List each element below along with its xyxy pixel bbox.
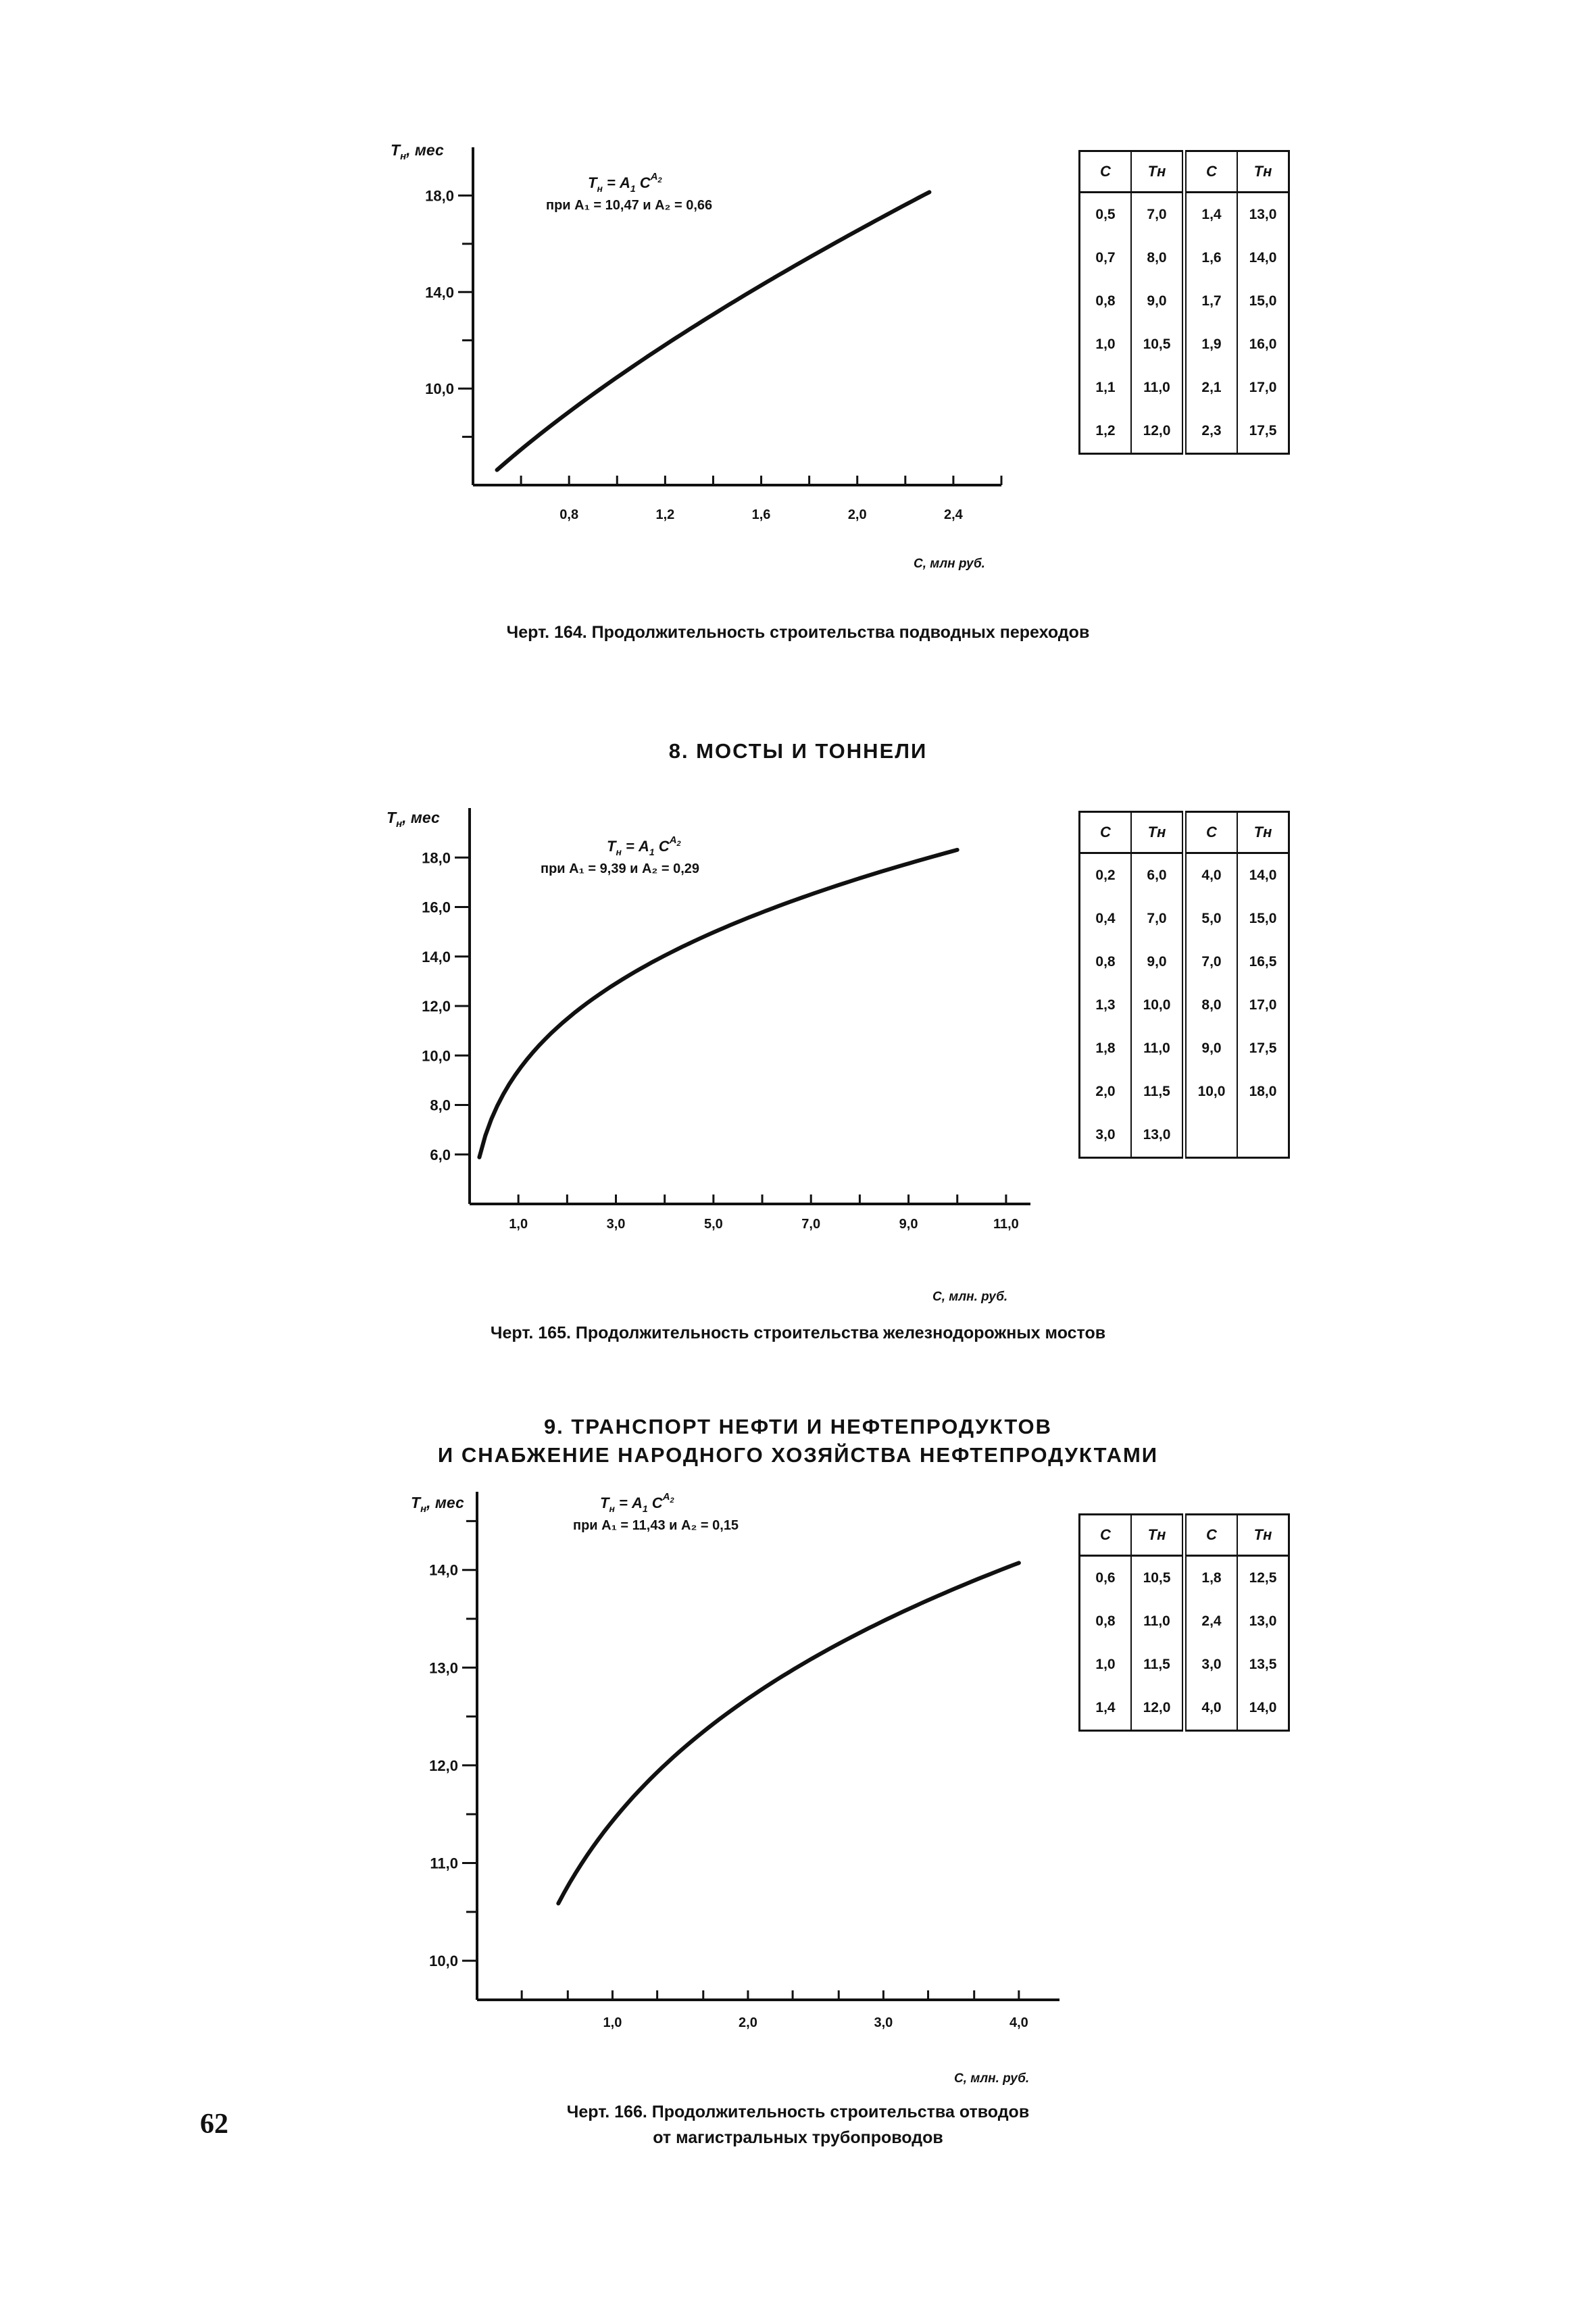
y-tick-label: 18,0 — [422, 849, 451, 867]
formula-params: при A₁ = 11,43 и A₂ = 0,15 — [573, 1518, 739, 1533]
table-cell: 14,0 — [1237, 853, 1289, 898]
table-cell: 17,0 — [1237, 366, 1289, 409]
table-cell: 1,0 — [1095, 1657, 1116, 1672]
col-header: С — [1080, 151, 1132, 193]
table-cell: 11,0 — [1131, 1600, 1184, 1643]
table-cell: 7,0 — [1131, 193, 1184, 237]
table-cell: 13,0 — [1237, 1600, 1289, 1643]
x-tick-label: 3,0 — [606, 1217, 626, 1232]
table-cell: 11,5 — [1131, 1070, 1184, 1113]
table-cell: 18,0 — [1237, 1070, 1289, 1113]
table-cell: 1,8 — [1095, 1040, 1116, 1056]
table-cell: 1,4 — [1095, 1700, 1116, 1715]
x-tick-label: 5,0 — [703, 1217, 723, 1232]
y-tick-label: 11,0 — [430, 1855, 458, 1872]
y-tick-label: 14,0 — [425, 284, 454, 301]
col-header: Тн — [1237, 1515, 1289, 1556]
table-cell: 10,5 — [1131, 323, 1184, 366]
formula: $Т_н = A_1$ $С^A2$ — [607, 834, 681, 857]
col-header: С — [1080, 812, 1132, 853]
table-row — [1080, 1556, 1289, 1601]
y-tick-label: 16,0 — [422, 899, 451, 916]
y-axis-label: $Т_н$, мес — [391, 141, 444, 162]
section-heading-bridges: 8. МОСТЫ И ТОННЕЛИ — [668, 739, 928, 763]
page-number: 62 — [200, 2109, 228, 2140]
col-header: С — [1184, 1515, 1238, 1556]
table-cell: 0,5 — [1095, 207, 1116, 222]
table-cell: 3,0 — [1095, 1127, 1116, 1142]
table-cell: 13,5 — [1237, 1643, 1289, 1686]
y-tick-label: 6,0 — [430, 1146, 451, 1163]
table-cell: 1,4 — [1184, 193, 1238, 237]
y-tick-label: 12,0 — [429, 1757, 458, 1774]
col-header: Тн — [1131, 151, 1184, 193]
table-row — [1080, 1643, 1289, 1686]
table-row — [1080, 1600, 1289, 1643]
x-axis-label: С, млн руб. — [914, 557, 985, 571]
table-cell: 16,0 — [1237, 323, 1289, 366]
table-row — [1080, 1686, 1289, 1731]
table-cell: 5,0 — [1184, 897, 1238, 940]
y-axis-label: $Т_н$, мес — [386, 809, 440, 830]
table-cell: 1,7 — [1184, 280, 1238, 323]
formula-params: при A₁ = 10,47 и A₂ = 0,66 — [546, 198, 713, 213]
y-tick-label: 14,0 — [422, 948, 451, 965]
x-tick-label: 1,2 — [655, 507, 675, 522]
x-tick-label: 1,0 — [603, 2015, 622, 2030]
table-cell: 11,0 — [1131, 1027, 1184, 1070]
x-tick-label: 2,4 — [944, 507, 963, 522]
x-tick-label: 11,0 — [993, 1217, 1019, 1232]
x-tick-label: 7,0 — [801, 1217, 821, 1232]
col-header: Тн — [1237, 151, 1289, 193]
y-tick-label: 10,0 — [429, 1953, 458, 1970]
y-axis-label: $Т_н$, мес — [411, 1494, 464, 1515]
table-cell: 0,2 — [1095, 867, 1116, 883]
x-tick-label: 0,8 — [559, 507, 579, 522]
y-tick-label: 10,0 — [425, 380, 454, 398]
table-cell: 10,0 — [1184, 1070, 1238, 1113]
table-cell: 3,0 — [1184, 1643, 1238, 1686]
table-cell: 12,0 — [1131, 1686, 1184, 1731]
caption-165: Черт. 165. Продолжительность строительства железнодорожных мостов — [490, 1324, 1106, 1342]
y-tick-label: 10,0 — [422, 1047, 451, 1065]
table-cell: 17,0 — [1237, 984, 1289, 1027]
table-cell: 0,8 — [1095, 1613, 1116, 1629]
table-cell: 15,0 — [1237, 280, 1289, 323]
x-tick-label: 9,0 — [899, 1217, 918, 1232]
table-cell: 1,9 — [1184, 323, 1238, 366]
table-166 — [1078, 1513, 1290, 1732]
table-cell: 8,0 — [1131, 236, 1184, 280]
series-line — [558, 1563, 1019, 1903]
x-axis-label: С, млн. руб. — [954, 2071, 1030, 2086]
y-tick-label: 14,0 — [429, 1561, 458, 1579]
table-cell: 0,8 — [1095, 293, 1116, 309]
table-cell: 14,0 — [1237, 236, 1289, 280]
table-cell: 2,1 — [1184, 366, 1238, 409]
x-tick-label: 2,0 — [739, 2015, 757, 2030]
caption-166-line-1: Черт. 166. Продолжительность строительства отводов — [566, 2103, 1030, 2121]
table-cell: 1,8 — [1184, 1556, 1238, 1601]
table-cell: 11,0 — [1131, 366, 1184, 409]
table-cell: 14,0 — [1237, 1686, 1289, 1731]
table-cell: 13,0 — [1131, 1113, 1184, 1158]
table-cell: 9,0 — [1131, 940, 1184, 984]
section-heading-oil-1: 9. ТРАНСПОРТ НЕФТИ И НЕФТЕПРОДУКТОВ — [543, 1415, 1053, 1438]
table-cell: 2,4 — [1184, 1600, 1238, 1643]
table-cell: 1,2 — [1095, 423, 1116, 438]
formula: $Т_н = A_1$ $С^A2$ — [600, 1491, 674, 1514]
x-tick-label: 1,6 — [751, 507, 771, 522]
col-header: С — [1184, 151, 1238, 193]
formula: $Т_н = A_1$ $С^A2$ — [588, 171, 662, 194]
x-axis-label: С, млн. руб. — [932, 1290, 1008, 1304]
table-cell: 17,5 — [1237, 409, 1289, 454]
table-cell: 16,5 — [1237, 940, 1289, 984]
table-cell: 6,0 — [1131, 853, 1184, 898]
table-cell: 1,6 — [1184, 236, 1238, 280]
y-tick-label: 13,0 — [429, 1659, 458, 1677]
table-cell: 4,0 — [1184, 853, 1238, 898]
x-tick-label: 1,0 — [509, 1217, 528, 1232]
section-heading-oil-2: И СНАБЖЕНИЕ НАРОДНОГО ХОЗЯЙСТВА НЕФТЕПРОДУКТАМИ — [437, 1443, 1159, 1467]
x-tick-label: 2,0 — [847, 507, 867, 522]
table-cell: 7,0 — [1131, 897, 1184, 940]
table-cell: 1,1 — [1095, 380, 1116, 395]
x-tick-label: 3,0 — [874, 2015, 893, 2030]
table-cell: 1,0 — [1095, 336, 1116, 352]
col-header: Тн — [1131, 812, 1184, 853]
table-cell: 7,0 — [1184, 940, 1238, 984]
table-cell: 13,0 — [1237, 193, 1289, 237]
table-cell: 8,0 — [1184, 984, 1238, 1027]
table-cell: 4,0 — [1184, 1686, 1238, 1731]
formula-params: при A₁ = 9,39 и A₂ = 0,29 — [541, 861, 700, 876]
table-cell: 12,0 — [1131, 409, 1184, 454]
col-header: Тн — [1131, 1515, 1184, 1556]
table-cell: 9,0 — [1131, 280, 1184, 323]
caption-166-line-2: от магистральных трубопроводов — [653, 2128, 943, 2147]
y-tick-label: 18,0 — [425, 187, 454, 205]
table-cell: 11,5 — [1131, 1643, 1184, 1686]
table-cell: 10,0 — [1131, 984, 1184, 1027]
table-cell: 15,0 — [1237, 897, 1289, 940]
table-cell: 0,6 — [1095, 1570, 1116, 1586]
y-tick-label: 8,0 — [430, 1097, 451, 1114]
table-cell: 17,5 — [1237, 1027, 1289, 1070]
caption-164: Черт. 164. Продолжительность строительства подводных переходов — [506, 623, 1090, 642]
table-cell: 2,0 — [1095, 1084, 1116, 1099]
col-header: С — [1184, 812, 1238, 853]
table-cell: 12,5 — [1237, 1556, 1289, 1601]
y-tick-label: 12,0 — [422, 998, 451, 1015]
table-cell: 0,7 — [1095, 250, 1116, 266]
x-tick-label: 4,0 — [1009, 2015, 1028, 2030]
col-header: С — [1080, 1515, 1132, 1556]
table-cell: 1,3 — [1095, 997, 1116, 1013]
table-cell: 0,8 — [1095, 954, 1116, 970]
col-header: Тн — [1237, 812, 1289, 853]
table-cell: 2,3 — [1184, 409, 1238, 454]
table-cell: 9,0 — [1184, 1027, 1238, 1070]
table-cell: 10,5 — [1131, 1556, 1184, 1601]
table-cell: 0,4 — [1095, 911, 1116, 926]
